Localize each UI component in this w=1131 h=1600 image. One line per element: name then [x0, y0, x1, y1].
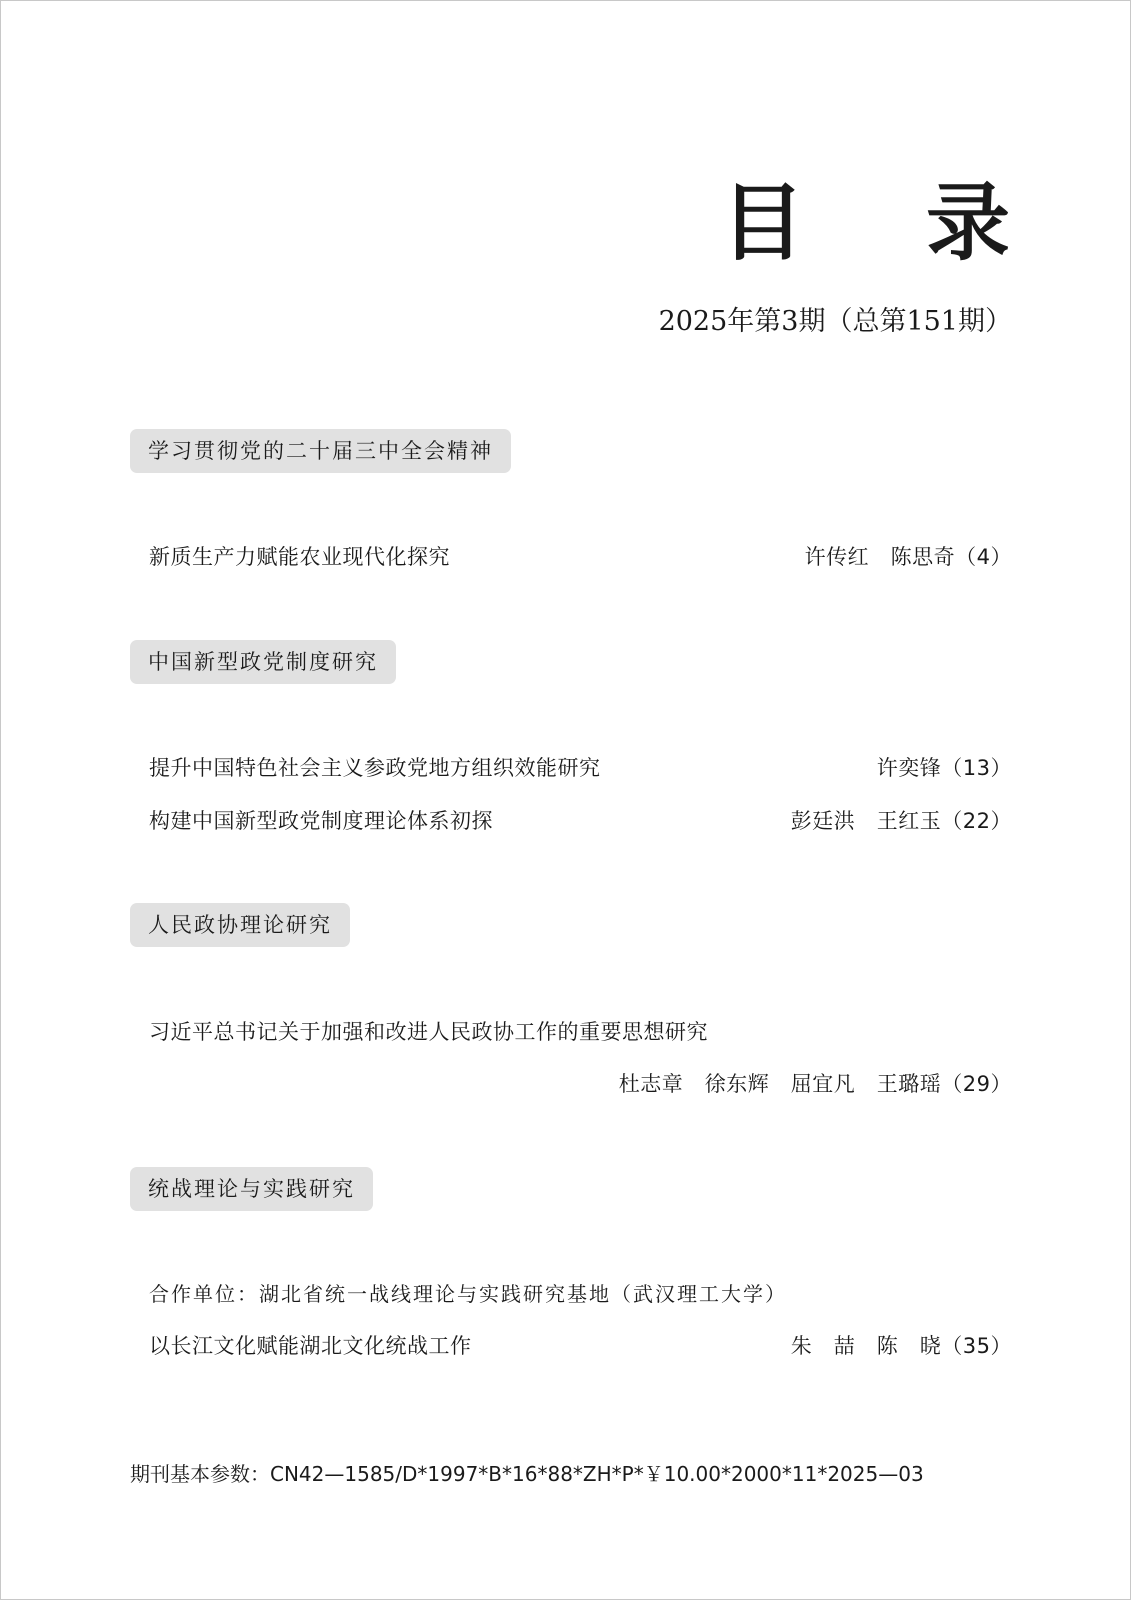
toc-entry-byline-row — [149, 1069, 1012, 1099]
article-byline: 许传红 陈思奇（4） — [804, 545, 1012, 569]
page-number: 29 — [962, 1072, 991, 1096]
toc-entry[interactable] — [149, 753, 1012, 783]
issue-number: 2025年第3期（总第151期） — [658, 306, 1012, 337]
toc-entry[interactable] — [149, 542, 1012, 572]
section-heading: 统战理论与实践研究 — [130, 1167, 373, 1211]
page-number: 13 — [962, 756, 991, 780]
article-authors: 杜志章 徐东辉 屈宜凡 王璐瑶 — [618, 1072, 942, 1096]
article-title: 新质生产力赋能农业现代化探究 — [149, 545, 450, 569]
journal-parameters: 期刊基本参数：CN42—1585/D*1997*B*16*88*ZH*P*￥10.00*2000*11*2025—03 — [130, 1462, 924, 1486]
section-heading: 人民政协理论研究 — [130, 903, 350, 947]
article-byline: 彭廷洪 王红玉（22） — [790, 809, 1012, 833]
section-note: 合作单位：湖北省统一战线理论与实践研究基地（武汉理工大学） — [149, 1282, 787, 1306]
article-title: 构建中国新型政党制度理论体系初探 — [149, 809, 493, 833]
toc-entry[interactable] — [149, 1017, 1012, 1047]
article-title: 习近平总书记关于加强和改进人民政协工作的重要思想研究 — [149, 1020, 708, 1044]
article-byline: 许奕锋（13） — [876, 756, 1012, 780]
section-heading: 中国新型政党制度研究 — [130, 640, 396, 684]
page-title: 目 录 — [720, 173, 1056, 272]
page-number: 35 — [962, 1334, 991, 1358]
section-heading: 学习贯彻党的二十届三中全会精神 — [130, 429, 511, 473]
page-number: 4 — [976, 545, 991, 569]
article-byline: 朱 喆 陈 晓（35） — [790, 1334, 1012, 1358]
toc-entry[interactable] — [149, 1331, 1012, 1361]
page-number: 22 — [962, 809, 991, 833]
article-byline: 杜志章 徐东辉 屈宜凡 王璐瑶（29） — [618, 1072, 1012, 1096]
article-authors: 朱 喆 陈 晓 — [790, 1334, 942, 1358]
article-title: 以长江文化赋能湖北文化统战工作 — [149, 1334, 472, 1358]
article-authors: 许传红 陈思奇 — [804, 545, 956, 569]
article-authors: 彭廷洪 王红玉 — [790, 809, 942, 833]
article-title: 提升中国特色社会主义参政党地方组织效能研究 — [149, 756, 601, 780]
toc-entry[interactable] — [149, 806, 1012, 836]
article-authors: 许奕锋 — [876, 756, 942, 780]
